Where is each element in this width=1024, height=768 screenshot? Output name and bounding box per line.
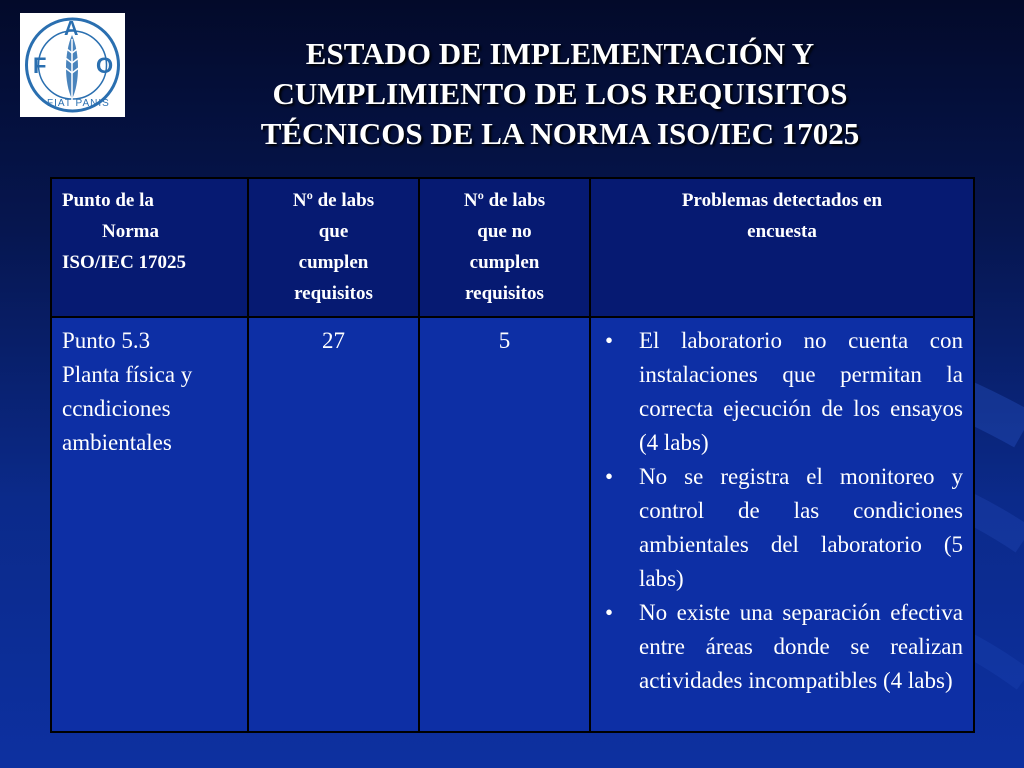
table-header-row <box>51 178 974 317</box>
list-item: • No se registra el monitoreo y control de las condiciones ambientales del laboratorio (5 labs) <box>601 460 963 596</box>
page-title <box>200 34 920 154</box>
list-item: • No existe una separación efectiva entre áreas donde se realizan actividades incompatibles (4 labs) <box>601 596 963 698</box>
title-line: ESTADO DE IMPLEMENTACIÓN Y <box>305 36 815 71</box>
table-row <box>51 317 974 732</box>
cell-punto: Punto 5.3 Planta física y ccndiciones ambientales <box>51 317 248 732</box>
logo-letter-f: F <box>33 53 47 78</box>
list-item: • El laboratorio no cuenta con instalaciones que permitan la correcta ejecución de los ensayos (4 labs) <box>601 324 963 460</box>
cell-no-cumplen: 5 <box>419 317 590 732</box>
cell-cumplen: 27 <box>248 317 419 732</box>
logo-motto: FIAT PANIS <box>47 98 110 109</box>
fao-logo <box>20 13 125 117</box>
requirements-table <box>50 177 975 733</box>
title-line: CUMPLIMIENTO DE LOS REQUISITOS <box>272 76 848 111</box>
header-labs-cumplen: Nº de labs que cumplen requisitos <box>248 178 419 317</box>
logo-letter-o: O <box>96 53 114 78</box>
problems-list <box>601 324 963 698</box>
header-punto-norma: Punto de la Norma ISO/IEC 17025 <box>51 178 248 317</box>
header-labs-no-cumplen: Nº de labs que no cumplen requisitos <box>419 178 590 317</box>
logo-letter-a: A <box>64 18 79 40</box>
title-line: TÉCNICOS DE LA NORMA ISO/IEC 17025 <box>260 116 860 151</box>
header-problemas: Problemas detectados en encuesta <box>590 178 974 317</box>
cell-problemas <box>590 317 974 732</box>
